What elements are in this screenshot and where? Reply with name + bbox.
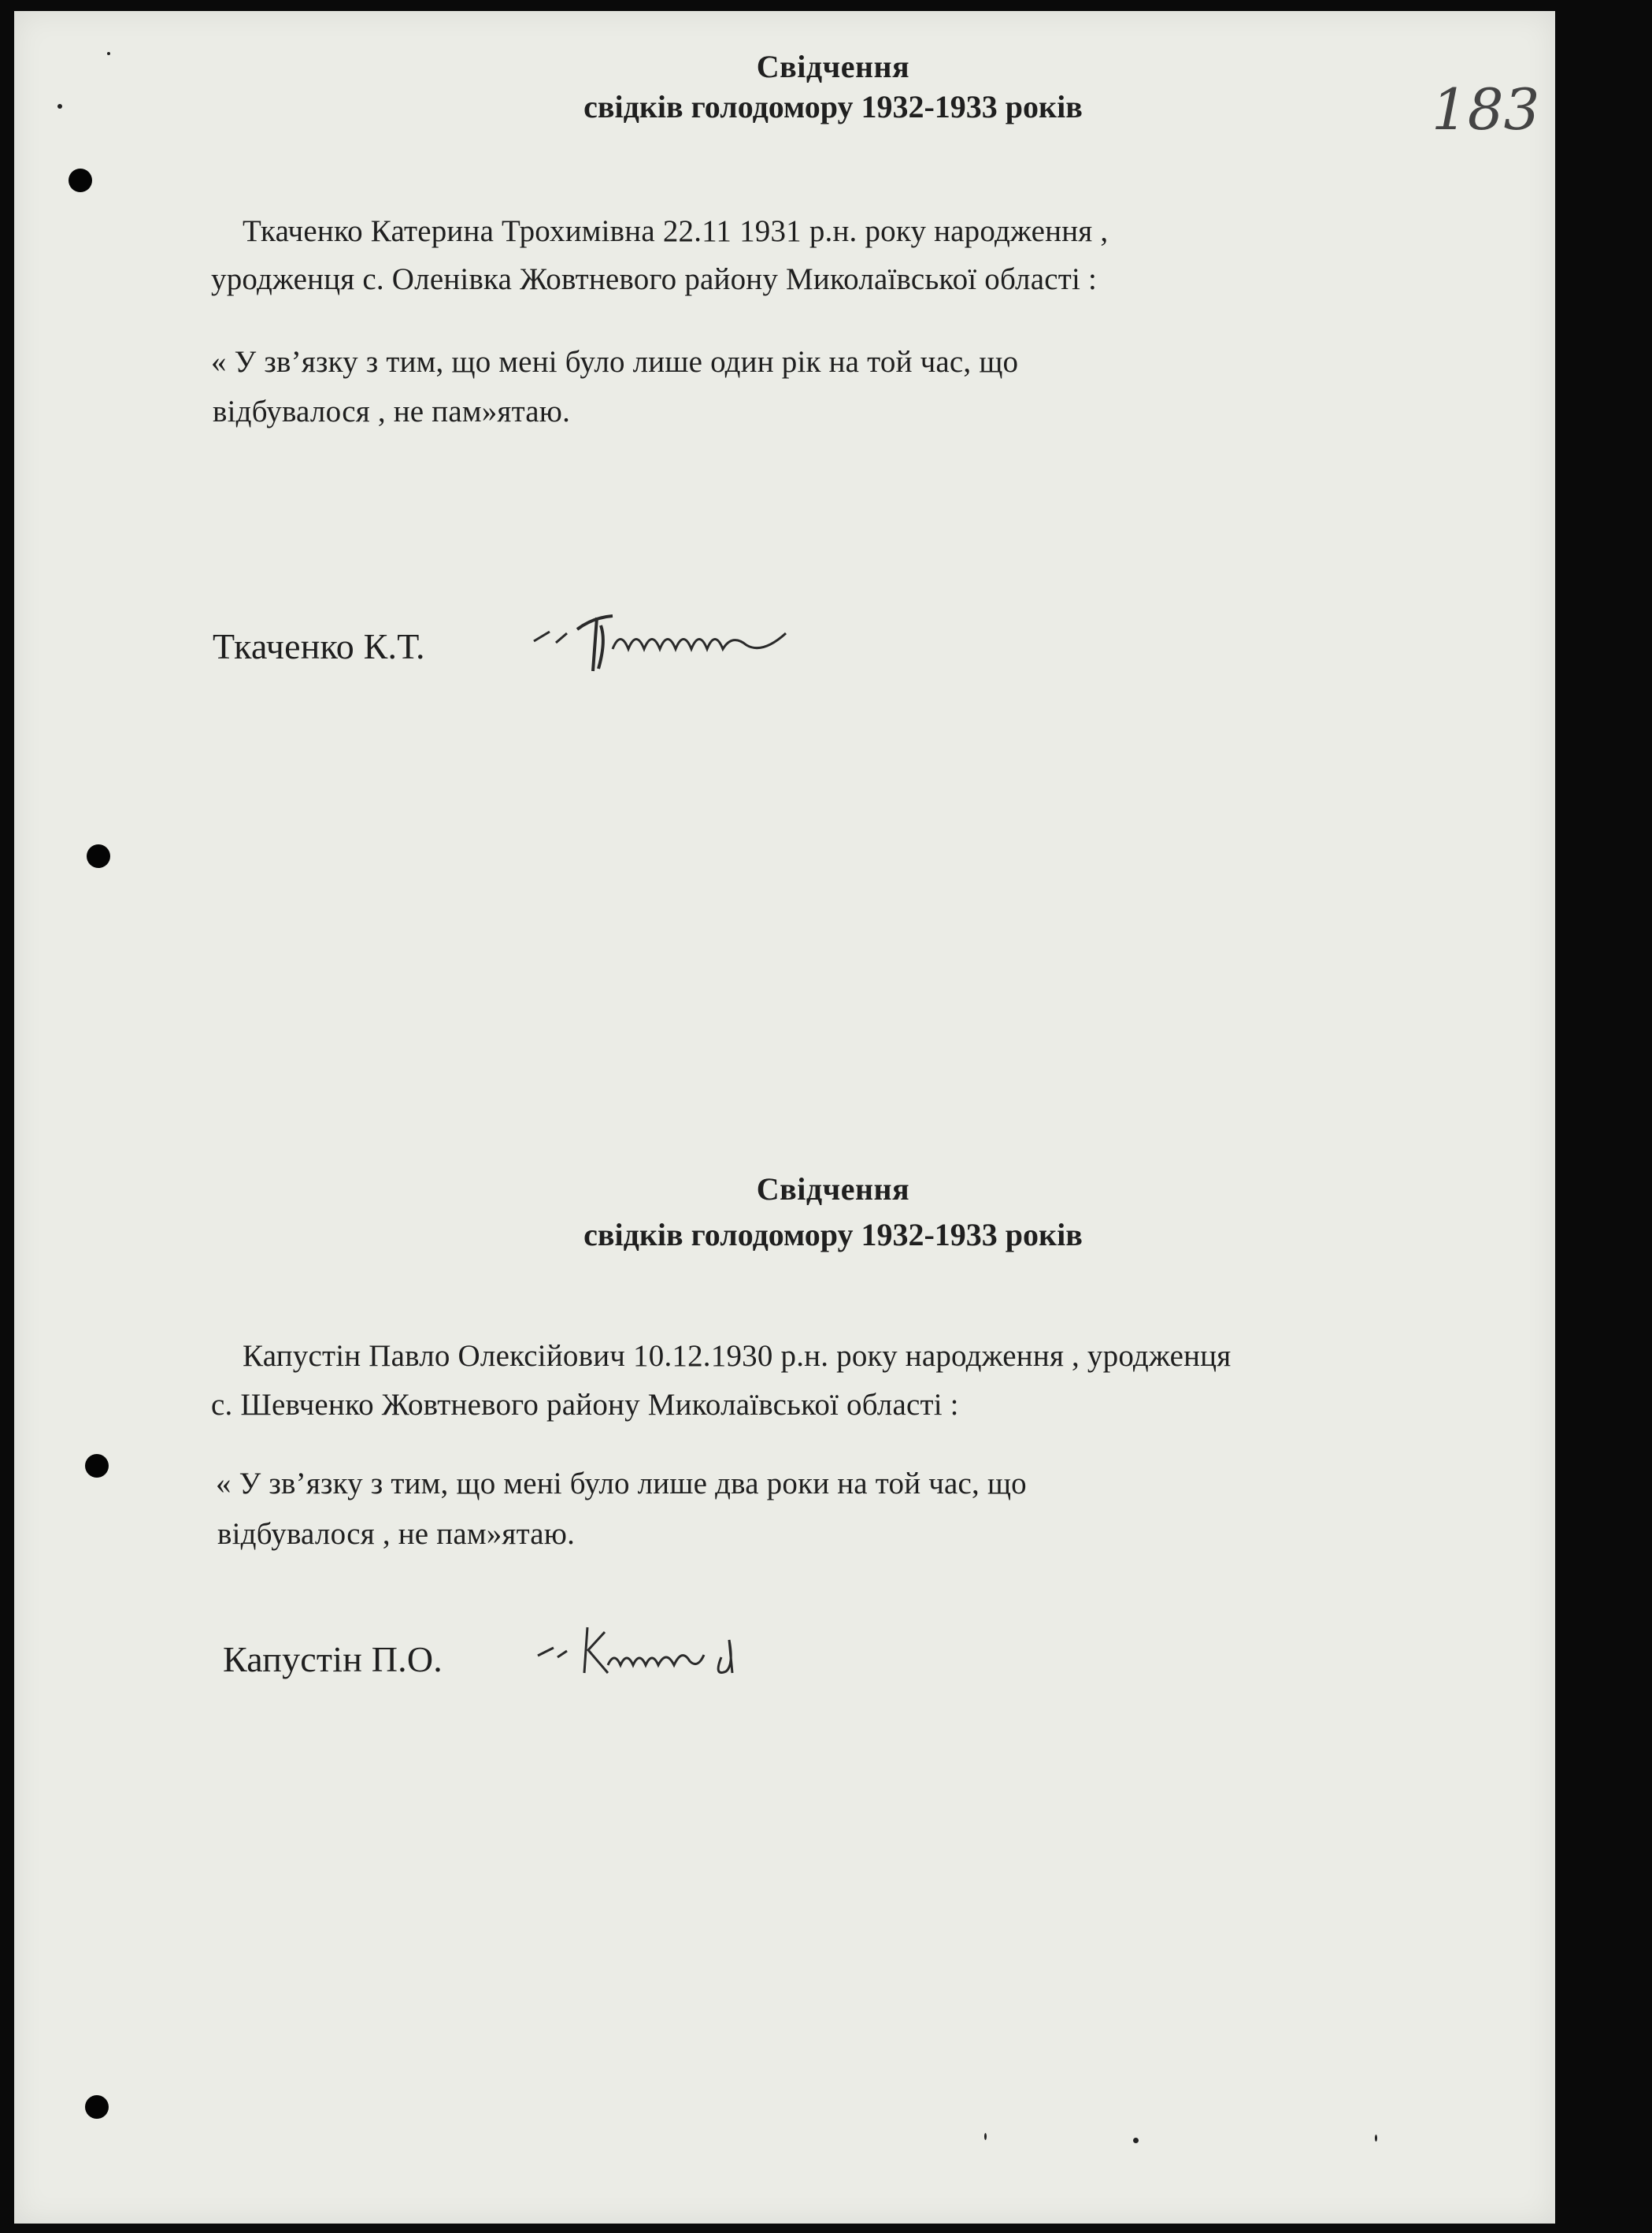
testimony-1-intro-line1: Ткаченко Катерина Трохимівна 22.11 1931 р.н. року народження , — [243, 214, 1109, 248]
page-number-text: 183 — [1432, 76, 1540, 143]
testimony-1-quote-line2: відбувалося , не пам»ятаю. — [213, 395, 571, 428]
speck — [984, 2133, 987, 2140]
testimony-2-quote-line1: « У зв’язку з тим, що мені було лише два роки на той час, що — [216, 1467, 1027, 1500]
testimony-1-subheading: свідків голодомору 1932-1933 років — [583, 89, 1083, 124]
testimony-2-subheading: свідків голодомору 1932-1933 років — [583, 1217, 1083, 1252]
testimony-2-heading: Свідчення — [756, 1171, 910, 1207]
testimony-1-signer-name: Ткаченко К.Т. — [213, 626, 425, 666]
punch-hole — [87, 844, 110, 868]
speck — [1375, 2135, 1377, 2142]
testimony-2-signer-name: Капустін П.О. — [223, 1639, 443, 1679]
punch-hole — [69, 169, 92, 192]
testimony-2-intro-line1: Капустін Павло Олексійович 10.12.1930 р.н. року народження , уродженця — [243, 1339, 1232, 1373]
paper-sheet — [14, 11, 1555, 2224]
punch-hole — [85, 2095, 109, 2119]
testimony-1-signature — [518, 594, 849, 681]
testimony-1-heading: Свідчення — [756, 49, 910, 84]
testimony-2-signature — [526, 1610, 809, 1689]
punch-hole — [85, 1454, 109, 1478]
speck — [1133, 2138, 1139, 2143]
testimony-2-intro-line2: с. Шевченко Жовтневого району Миколаївської області : — [211, 1388, 959, 1422]
testimony-1-quote-line1: « У зв’язку з тим, що мені було лише один рік на той час, що — [211, 345, 1019, 379]
testimony-2-quote-line2: відбувалося , не пам»ятаю. — [217, 1517, 576, 1551]
testimony-1-intro-line2: уродженця с. Оленівка Жовтневого району Миколаївської області : — [211, 262, 1097, 296]
